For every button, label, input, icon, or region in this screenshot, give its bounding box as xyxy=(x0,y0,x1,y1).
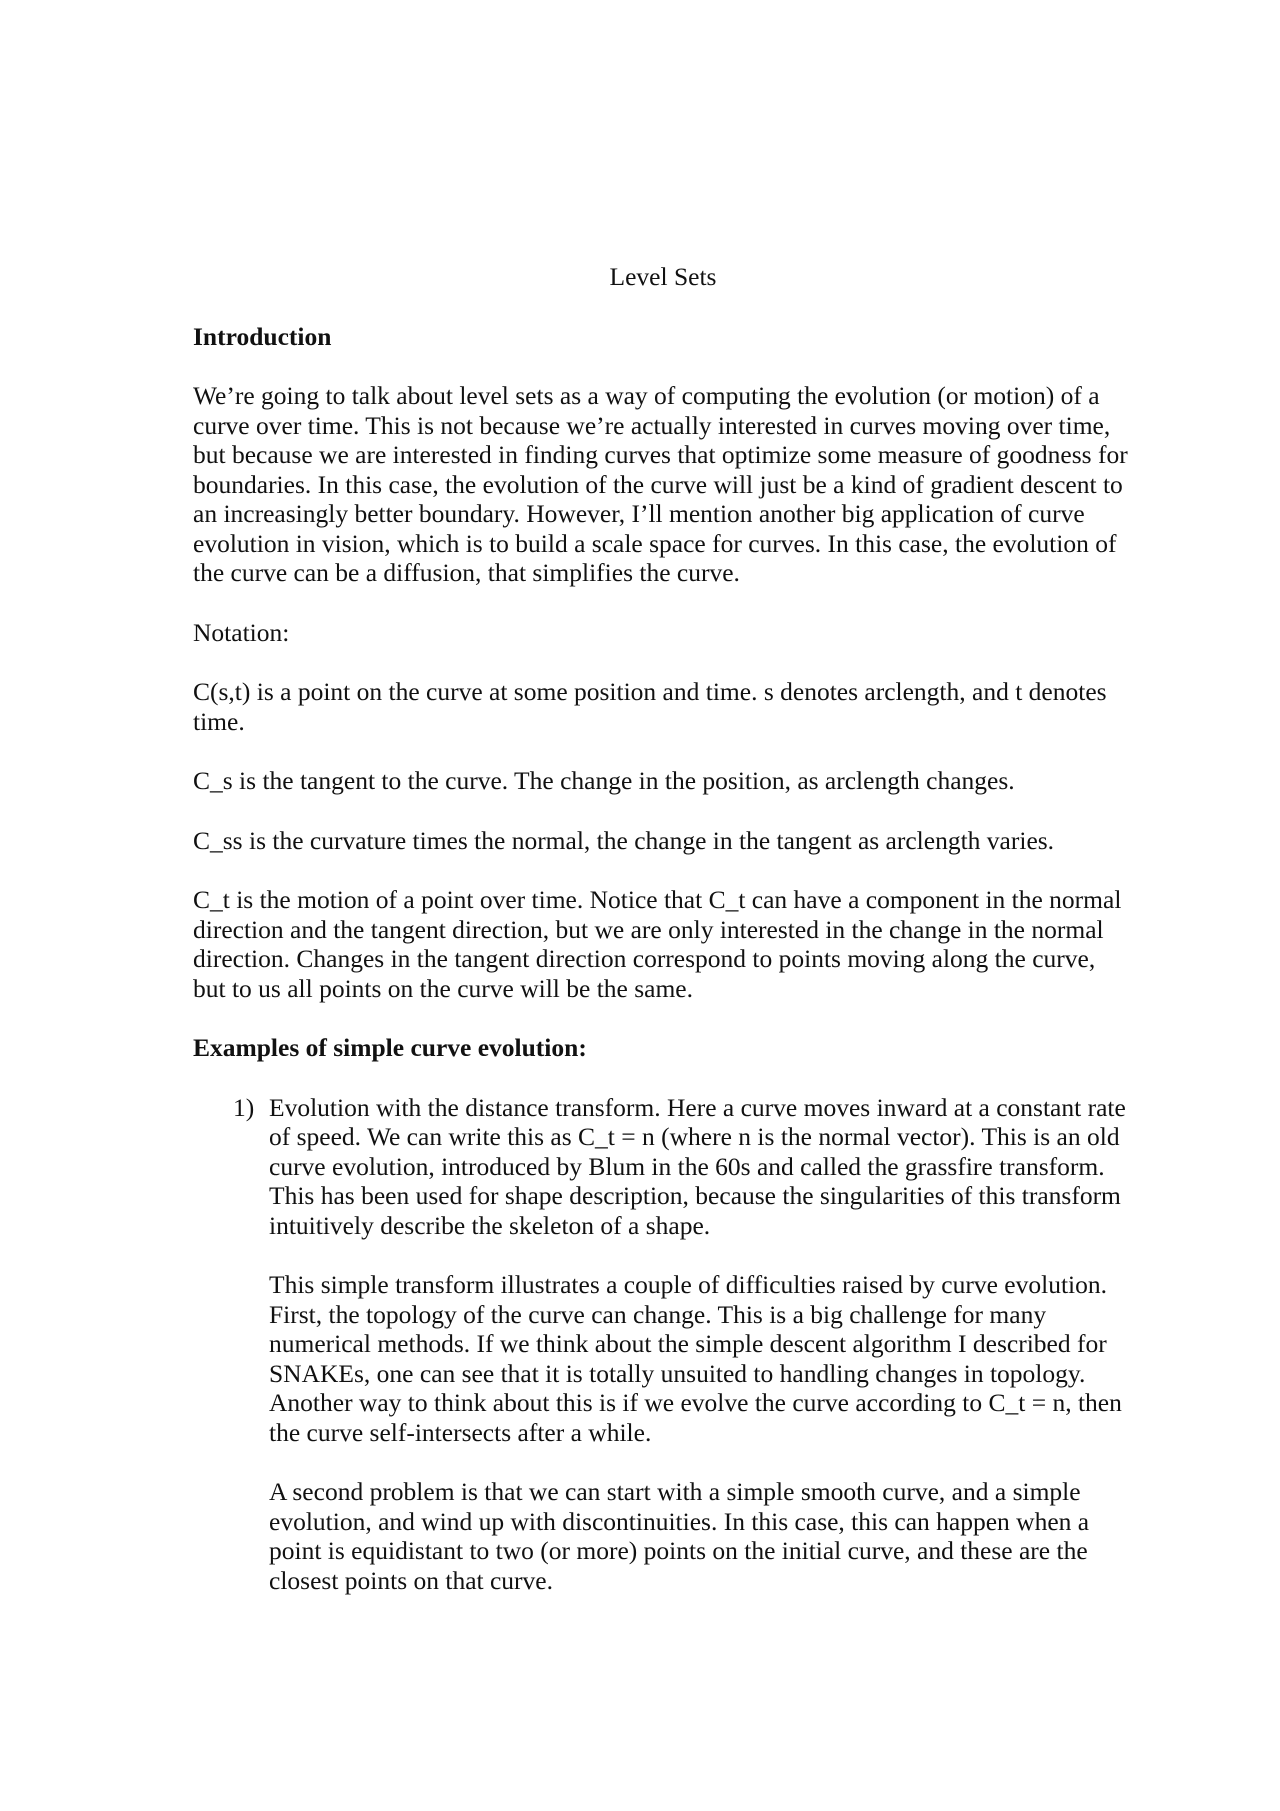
intro-paragraph: We’re going to talk about level sets as a way of computing the evolution (or motion) of a curve over time. This is not because we’re actually interested in curves moving over time, but because we are interested in finding curves that optimize some measure of goodness for boundaries. In this case, the evolution of the curve will just be a kind of gradient descent to an increasingly better boundary. However, I’ll mention another big application of curve evolution in vision, which is to build a scale space for curves. In this case, the evolution of the curve can be a diffusion, that simplifies the curve. xyxy=(193,381,1128,587)
page-title: Level Sets xyxy=(609,262,717,291)
list-item-subparagraph-topology: This simple transform illustrates a couple of difficulties raised by curve evolution. First, the topology of the curve can change. This is a big challenge for many numerical methods. If we think about the simple descent algorithm I described for SNAKEs, one can see that it is totally unsuited to handling changes in topology. Another way to think about this is if we evolve the curve according to C_t = n, then the curve self-intersects after a while. xyxy=(269,1270,1122,1447)
list-item-subparagraph-discontinuities: A second problem is that we can start with a simple smooth curve, and a simple evolution, and wind up with discontinuities. In this case, this can happen when a point is equidistant to two (or more) points on the initial curve, and these are the closest points on that curve. xyxy=(269,1477,1090,1595)
section-heading-introduction: Introduction xyxy=(193,321,332,351)
notation-c-t: C_t is the motion of a point over time. Notice that C_t can have a component in the normal direction and the tangent direction, but we are only interested in the change in the normal direction. Changes in the tangent direction correspond to points moving along the curve, but to us all points on the curve will be the same. xyxy=(193,885,1122,1003)
list-item-number: 1) xyxy=(233,1092,255,1122)
section-heading-examples: Examples of simple curve evolution: xyxy=(193,1033,587,1062)
examples-list xyxy=(193,1093,1133,1241)
list-item xyxy=(193,1093,1133,1241)
document-body xyxy=(193,262,1133,1595)
notation-label: Notation: xyxy=(193,617,290,647)
list-item-text: Evolution with the distance transform. Here a curve moves inward at a constant rate of speed. We can write this as C_t = n (where n is the normal vector). This is an old curve evolution, introduced by Blum in the 60s and called the grassfire transform. This has been used for shape description, because the singularities of this transform intuitively describe the skeleton of a shape. xyxy=(269,1092,1126,1240)
notation-c-s: C_s is the tangent to the curve. The change in the position, as arclength changes. xyxy=(193,766,1015,795)
notation-c-st: C(s,t) is a point on the curve at some position and time. s denotes arclength, and t denotes time. xyxy=(193,677,1107,736)
notation-c-ss: C_ss is the curvature times the normal, the change in the tangent as arclength varies. xyxy=(193,825,1055,855)
